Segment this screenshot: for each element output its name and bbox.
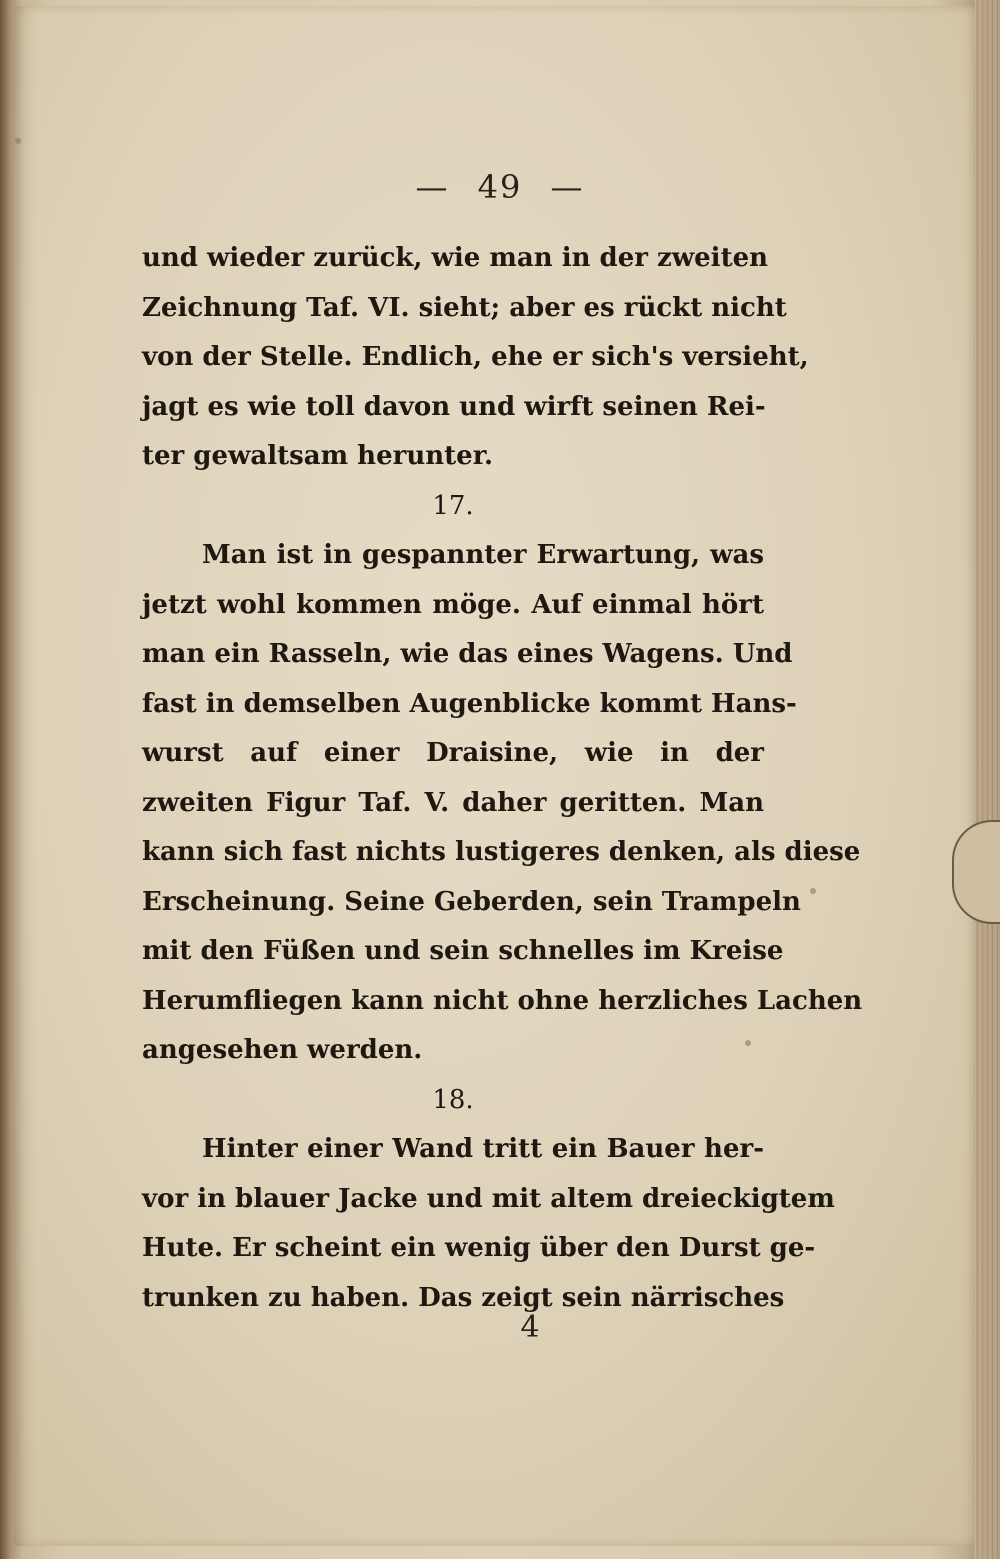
header-dash-right: —: [550, 168, 585, 206]
body-text: [142, 234, 863, 1323]
running-header: [0, 168, 1000, 206]
text-line: trunken zu haben. Das zeigt sein närrisches: [142, 1282, 785, 1313]
margin-mark: [15, 138, 21, 144]
text-line: jagt es wie toll davon und wirft seinen Rei-: [142, 391, 766, 422]
page-edge-stack: [974, 0, 1000, 1559]
text-line: Zeichnung Taf. VI. sieht; aber es rückt nicht: [142, 292, 787, 323]
text-line: vor in blauer Jacke und mit altem dreieckigtem: [142, 1183, 835, 1214]
text-line: fast in demselben Augenblicke kommt Hans-: [142, 688, 797, 719]
text-line: von der Stelle. Endlich, ehe er sich's versieht,: [142, 342, 809, 372]
text-line: Hute. Er scheint ein wenig über den Durst ge-: [142, 1233, 816, 1263]
text-line: Herumfliegen kann nicht ohne herzliches Lachen: [142, 985, 863, 1016]
text-line: wurst auf einer Draisine, wie in der: [142, 738, 764, 768]
text-line: ter gewaltsam herunter.: [142, 441, 494, 471]
section-number-17: 17.: [432, 490, 474, 521]
text-line: man ein Rasseln, wie das eines Wagens. Und: [142, 639, 793, 669]
text-line: Hinter einer Wand tritt ein Bauer her-: [202, 1134, 764, 1164]
text-line: angesehen werden.: [142, 1035, 423, 1065]
text-line: jetzt wohl kommen möge. Auf einmal hört: [142, 589, 764, 620]
text-line: und wieder zurück, wie man in der zweiten: [142, 243, 769, 273]
header-dash-left: —: [415, 168, 450, 206]
section-number-18: 18.: [432, 1084, 474, 1115]
text-line: kann sich fast nichts lustigeres denken, als diese: [142, 837, 861, 867]
text-line: Man ist in gespannter Erwartung, was: [202, 540, 764, 570]
signature-mark: 4: [520, 1310, 540, 1345]
ink-spot: [810, 888, 816, 894]
text-line: zweiten Figur Taf. V. daher geritten. Man: [142, 787, 764, 818]
page-number: 49: [477, 168, 523, 206]
text-line: Erscheinung. Seine Geberden, sein Trampeln: [142, 886, 801, 917]
text-line: mit den Füßen und sein schnelles im Kreise: [142, 936, 784, 966]
